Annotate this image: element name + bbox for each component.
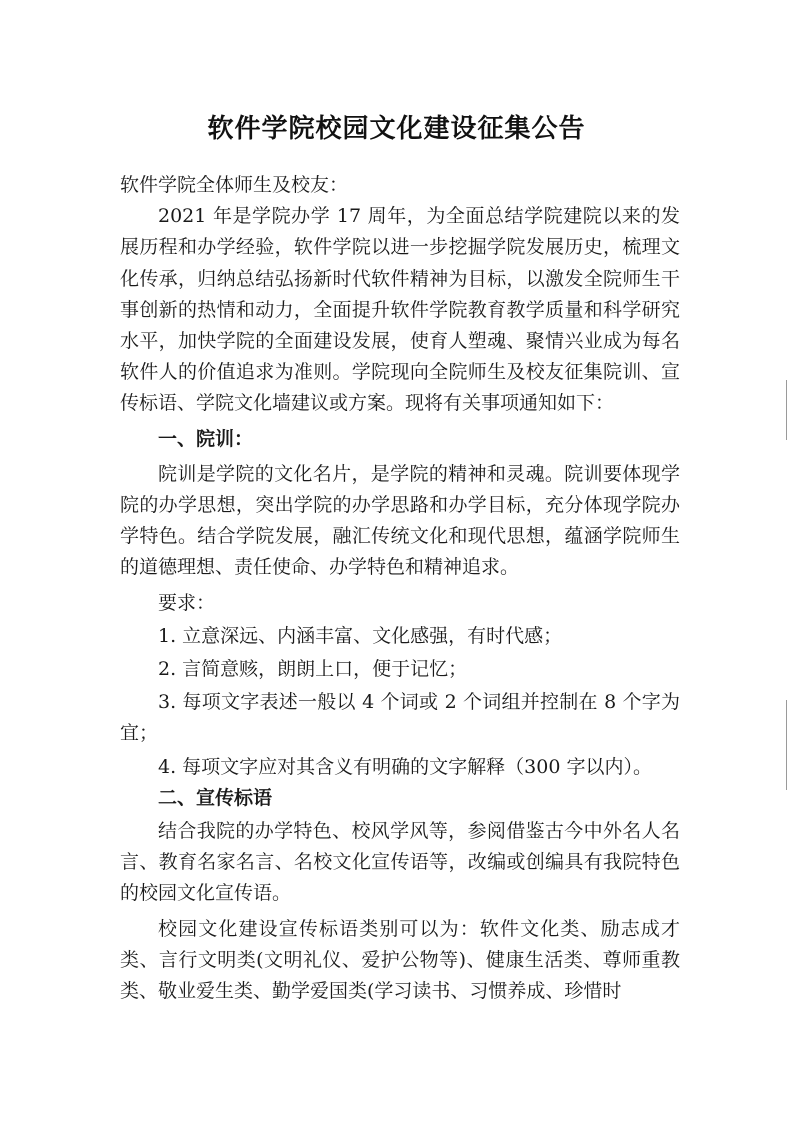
section-heading-motto: 一、院训： bbox=[158, 427, 254, 450]
scan-edge-mark bbox=[786, 380, 787, 440]
slogans-paragraph-2: 校园文化建设宣传标语类别可以为：软件文化类、励志成才类、言行文明类(文明礼仪、爱护公物等)、健康生活类、尊师重教类、敬业爱生类、勤学爱国类(学习读书、习惯养成、珍惜时 bbox=[120, 917, 680, 1003]
section-heading-slogans: 二、宣传标语 bbox=[158, 786, 273, 809]
requirement-item: 1. 立意深远、内涵丰富、文化感强，有时代感； bbox=[158, 624, 563, 647]
requirement-item: 3. 每项文字表述一般以 4 个词或 2 个词组并控制在 8 个字为宜； bbox=[120, 691, 680, 745]
requirement-item: 4. 每项文字应对其含义有明确的文字解释（300 字以内）。 bbox=[158, 755, 652, 778]
motto-paragraph: 院训是学院的文化名片，是学院的精神和灵魂。院训要体现学院的办学思想，突出学院的办学思路和办学目标，充分体现学院办学特色。结合学院发展，融汇传统文化和现代思想，蕴涵学院师生的道德理想、责任使命、办学特色和精神追求。 bbox=[120, 462, 680, 579]
scan-edge-mark bbox=[786, 700, 787, 790]
intro-paragraph: 2021 年是学院办学 17 周年，为全面总结学院建院以来的发展历程和办学经验，软件学院以进一步挖掘学院发展历史，梳理文化传承，归纳总结弘扬新时代软件精神为目标，以激发全院师生干事创新的热情和动力，全面提升软件学院教育教学质量和科学研究水平，加快学院的全面建设发展，使育人塑魂、聚情兴业成为每名软件人的价值追求为准则。学院现向全院师生及校友征集院训、宣传标语、学院文化墙建议或方案。现将有关事项通知如下： bbox=[120, 205, 680, 415]
document-body bbox=[120, 170, 680, 1007]
slogans-paragraph-1: 结合我院的办学特色、校风学风等，参阅借鉴古今中外名人名言、教育名家名言、名校文化宣传语等，改编或创编具有我院特色的校园文化宣传语。 bbox=[120, 820, 680, 905]
salutation: 软件学院全体师生及校友： bbox=[120, 174, 349, 196]
requirement-item: 2. 言简意赅，朗朗上口，便于记忆； bbox=[158, 658, 468, 681]
page-title: 软件学院校园文化建设征集公告 bbox=[207, 114, 586, 144]
requirements-label: 要求： bbox=[158, 591, 216, 614]
